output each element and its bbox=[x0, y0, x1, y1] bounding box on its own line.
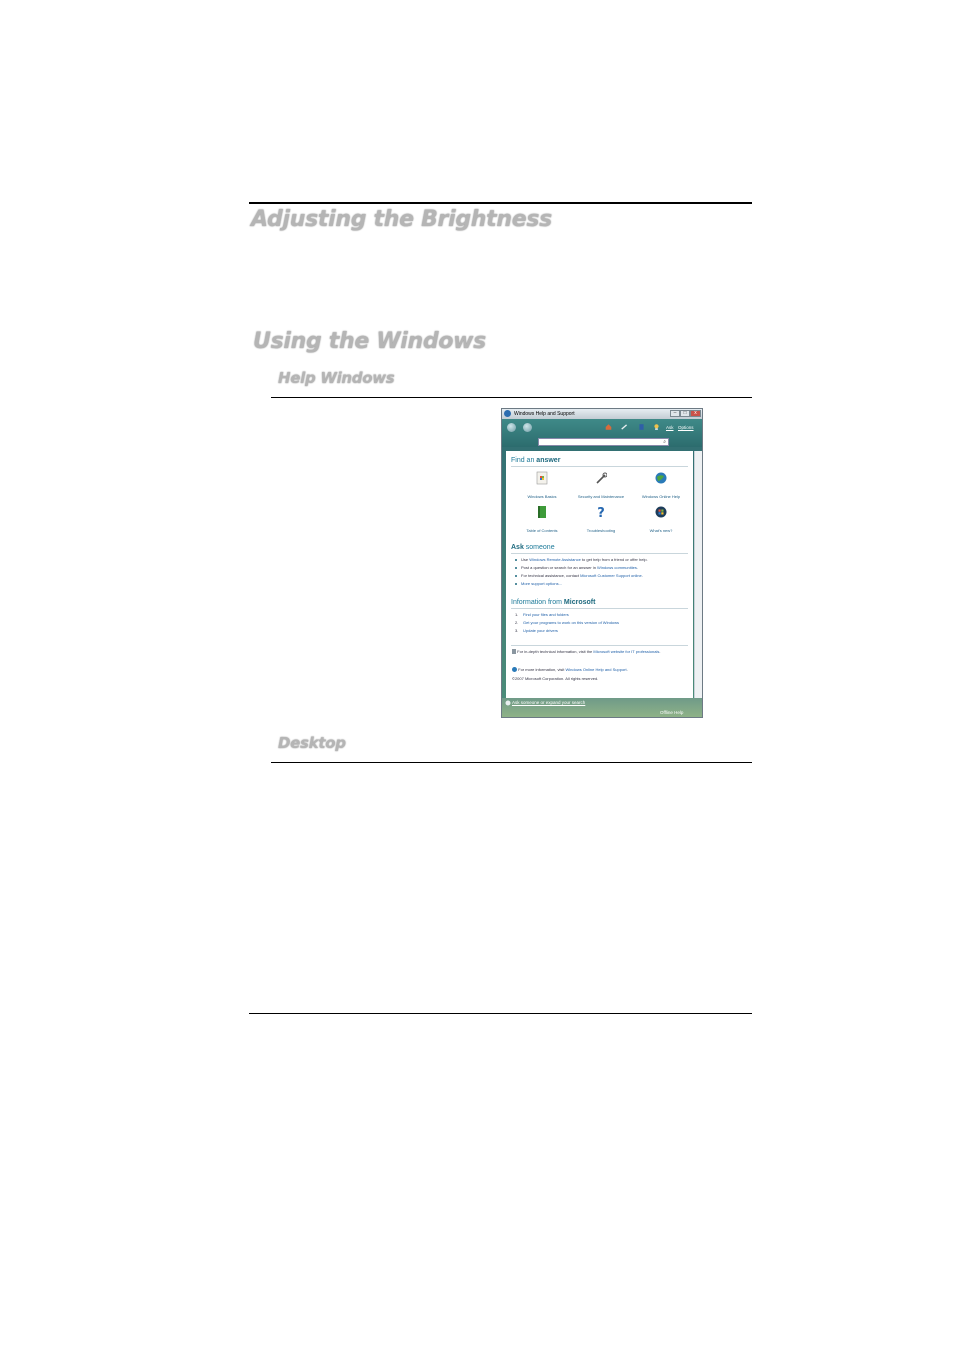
tile-label: Table of Contents bbox=[526, 528, 558, 533]
bullet bbox=[515, 559, 517, 561]
status-bar bbox=[502, 698, 702, 717]
ask-item-more-options bbox=[515, 581, 562, 586]
tile-windows-basics[interactable] bbox=[514, 471, 570, 499]
tile-label: What's new? bbox=[649, 528, 673, 533]
book-icon bbox=[536, 505, 548, 519]
info-item-number: 3. bbox=[515, 628, 519, 633]
tile-table-of-contents[interactable] bbox=[514, 505, 570, 533]
tile-windows-online-help[interactable] bbox=[633, 471, 689, 499]
customer-support-link[interactable]: Microsoft Customer Support online bbox=[580, 573, 642, 578]
bullet bbox=[515, 575, 517, 577]
help-app-icon bbox=[504, 410, 511, 417]
copyright-text: ©2007 Microsoft Corporation. All rights reserved. bbox=[512, 676, 599, 681]
programs-compat-link[interactable]: Get your programs to work on this version of Windows bbox=[523, 620, 620, 625]
info-item-1 bbox=[515, 612, 569, 617]
back-button[interactable] bbox=[507, 423, 516, 432]
info-item-2 bbox=[515, 620, 619, 625]
options-link[interactable]: Options bbox=[678, 425, 694, 430]
help-content bbox=[506, 451, 693, 698]
ask-item-suffix: to get help from a friend or offer help. bbox=[580, 557, 648, 562]
ask-item-prefix: For technical assistance, contact bbox=[521, 573, 581, 578]
info-emphasis: Microsoft bbox=[563, 599, 596, 606]
ask-item-suffix: . bbox=[636, 565, 638, 570]
tech-info-note bbox=[512, 649, 672, 654]
search-input[interactable] bbox=[538, 438, 669, 446]
it-professionals-link[interactable]: Microsoft website for IT professionals bbox=[593, 649, 660, 654]
bullet bbox=[515, 583, 517, 585]
heading-using-windows: Using the Windows bbox=[253, 329, 486, 354]
find-divider bbox=[511, 466, 688, 467]
bottom-rule bbox=[249, 1013, 752, 1014]
search-icon[interactable]: ⌕ bbox=[663, 439, 666, 445]
ask-item-suffix: . bbox=[641, 573, 643, 578]
notes-divider bbox=[511, 645, 688, 646]
browse-help-icon[interactable] bbox=[638, 423, 645, 431]
find-answer-heading bbox=[511, 457, 560, 464]
ask-someone-status-link[interactable]: Ask someone or expand your search bbox=[512, 700, 586, 705]
window-title: Windows Help and Support bbox=[514, 411, 575, 417]
info-prefix: Information from bbox=[511, 599, 564, 606]
offline-help-menu[interactable]: Offline Help bbox=[660, 710, 684, 715]
ask-divider bbox=[511, 553, 688, 554]
info-from-microsoft-heading bbox=[511, 599, 595, 606]
ask-item-communities bbox=[515, 565, 638, 570]
ask-suffix: someone bbox=[523, 544, 555, 551]
tile-security-maintenance[interactable] bbox=[573, 471, 629, 499]
info-item-number: 2. bbox=[515, 620, 519, 625]
info-item-number: 1. bbox=[515, 612, 519, 617]
tile-troubleshooting[interactable] bbox=[573, 505, 629, 533]
maximize-button[interactable]: □ bbox=[680, 410, 690, 417]
help-windows-rule bbox=[271, 397, 752, 398]
ask-item-prefix: Post a question or search for an answer in bbox=[521, 565, 598, 570]
bullet bbox=[515, 567, 517, 569]
ask-item-remote-assistance bbox=[515, 557, 648, 562]
tile-label: Security and Maintenance bbox=[577, 494, 625, 499]
find-emphasis: answer bbox=[536, 457, 561, 464]
ask-link[interactable]: Ask bbox=[666, 425, 674, 430]
find-prefix: Find an bbox=[511, 457, 537, 464]
top-rule bbox=[249, 202, 752, 204]
wrench-icon bbox=[595, 471, 607, 485]
home-icon[interactable] bbox=[605, 423, 612, 431]
tile-label: Windows Basics bbox=[527, 494, 557, 499]
remote-assistance-link[interactable]: Windows Remote Assistance bbox=[529, 557, 581, 562]
windows-orb-icon bbox=[655, 505, 667, 519]
minimize-button[interactable]: – bbox=[670, 410, 680, 417]
question-icon bbox=[595, 505, 607, 519]
vertical-scrollbar[interactable] bbox=[694, 451, 702, 698]
find-files-link[interactable]: Find your files and folders bbox=[523, 612, 569, 617]
communities-link[interactable]: Windows communities bbox=[597, 565, 637, 570]
desktop-rule bbox=[271, 762, 752, 763]
print-icon[interactable] bbox=[621, 423, 628, 431]
more-support-options-link[interactable]: More support options... bbox=[521, 581, 562, 586]
ask-someone-icon[interactable] bbox=[505, 700, 511, 706]
svg-text:?: ? bbox=[597, 506, 605, 519]
update-drivers-link[interactable]: Update your drivers bbox=[523, 628, 558, 633]
info-divider bbox=[511, 608, 688, 609]
globe-icon bbox=[655, 471, 667, 485]
tech-note-suffix: . bbox=[659, 649, 661, 654]
windows-basics-icon bbox=[536, 471, 548, 485]
subheading-help-windows: Help Windows bbox=[278, 369, 395, 387]
more-note-prefix: For more information, visit bbox=[518, 667, 566, 672]
toolbar bbox=[502, 419, 702, 447]
heading-adjusting-brightness: Adjusting the Brightness bbox=[251, 207, 552, 232]
ask-icon[interactable] bbox=[653, 423, 660, 431]
info-item-3 bbox=[515, 628, 558, 633]
more-info-note bbox=[512, 667, 628, 672]
title-bar bbox=[502, 409, 702, 419]
more-note-suffix: . bbox=[626, 667, 628, 672]
tech-note-prefix: For in-depth technical information, visit the bbox=[517, 649, 594, 654]
tile-whats-new[interactable] bbox=[633, 505, 689, 533]
tile-label: Windows Online Help bbox=[641, 494, 681, 499]
subheading-desktop: Desktop bbox=[278, 734, 346, 752]
tile-label: Troubleshooting bbox=[586, 528, 616, 533]
close-button[interactable]: x bbox=[690, 410, 701, 417]
ask-someone-heading bbox=[511, 544, 555, 551]
document-icon bbox=[512, 649, 516, 654]
ask-item-customer-support bbox=[515, 573, 643, 578]
globe-small-icon bbox=[512, 667, 517, 672]
help-and-support-window bbox=[501, 408, 703, 718]
online-help-support-link[interactable]: Windows Online Help and Support bbox=[565, 667, 627, 672]
ask-item-prefix: Use bbox=[521, 557, 530, 562]
forward-button[interactable] bbox=[523, 423, 532, 432]
ask-emphasis: Ask bbox=[511, 544, 524, 551]
